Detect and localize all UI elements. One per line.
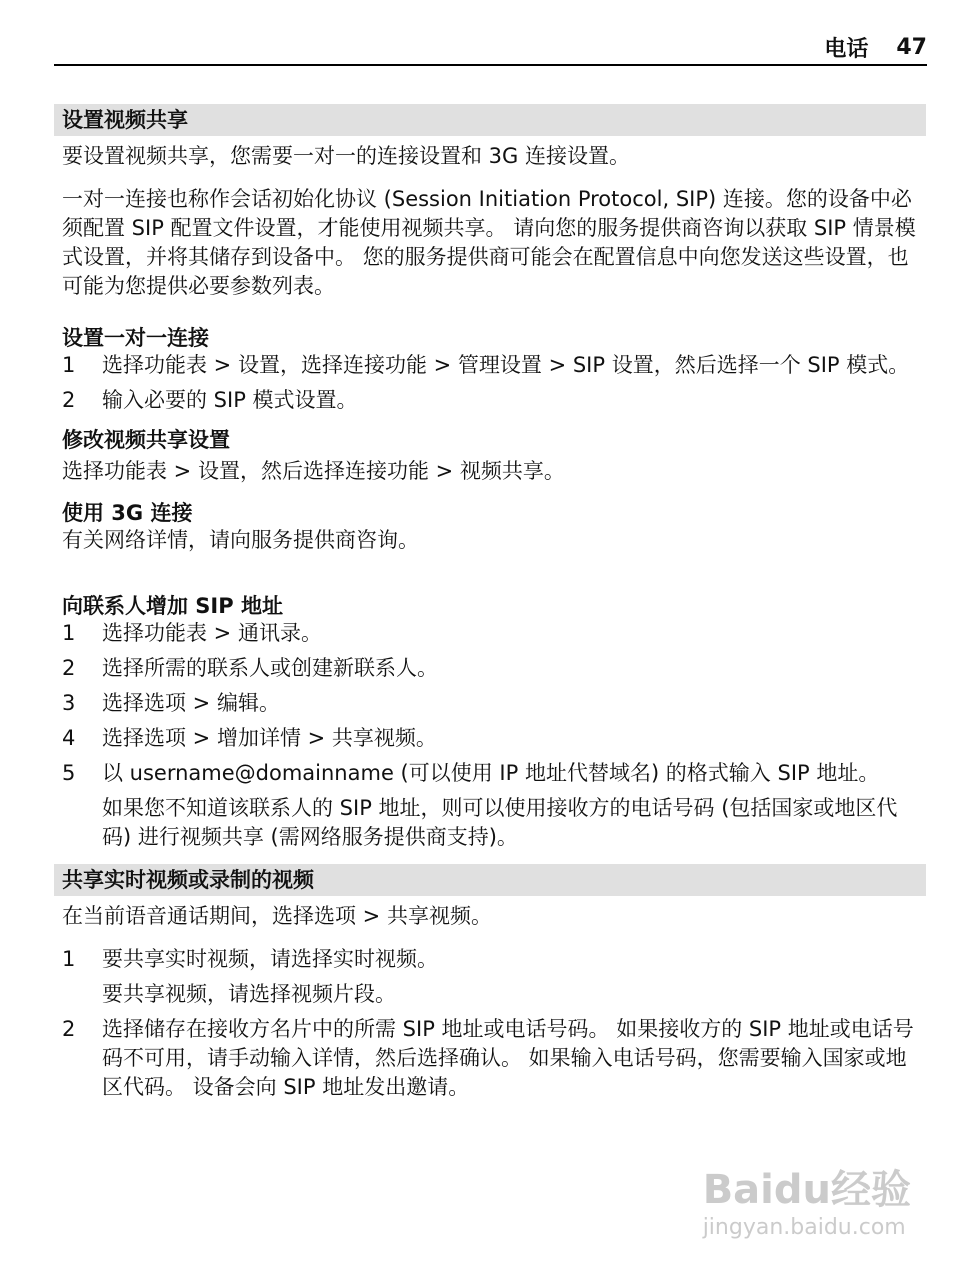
- list-item: [62, 1015, 926, 1102]
- list-item: [62, 724, 926, 753]
- subheading-modify-settings: 修改视频共享设置: [62, 428, 230, 452]
- step-number: 5: [62, 761, 76, 785]
- subheading-one-to-one: 设置一对一连接: [62, 326, 209, 350]
- list-item: [62, 654, 926, 683]
- paragraph: 在当前语音通话期间，选择选项 > 共享视频。: [62, 904, 492, 928]
- baidu-logo: Baidu经验: [702, 1167, 911, 1213]
- watermark-url: jingyan.baidu.com: [702, 1215, 906, 1240]
- page-header: [54, 30, 927, 66]
- step-number: 1: [62, 621, 76, 645]
- step-number: 2: [62, 1017, 76, 1041]
- watermark: [703, 1158, 911, 1240]
- steps-list: [62, 351, 926, 415]
- step-text: 选择储存在接收方名片中的所需 SIP 地址或电话号码。 如果接收方的 SIP 地址或电话号码不可用，请手动输入详情，然后选择确认。 如果输入电话号码，您需要输入国家或地区代码。 设备会向 SIP 地址发出邀请。: [102, 1017, 914, 1099]
- list-item: [62, 945, 926, 974]
- step-text: 选择选项 > 编辑。: [102, 691, 280, 715]
- step-text: 选择功能表 > 设置，选择连接功能 > 管理设置 > SIP 设置，然后选择一个 SIP 模式。: [102, 353, 910, 377]
- page-content: [62, 104, 926, 1108]
- step-number: 1: [62, 947, 76, 971]
- step-text: 选择选项 > 增加详情 > 共享视频。: [102, 726, 437, 750]
- steps-list: [62, 1015, 926, 1102]
- step-text: 要共享实时视频，请选择实时视频。: [102, 947, 438, 971]
- step-number: 4: [62, 726, 76, 750]
- step-number: 1: [62, 353, 76, 377]
- paragraph: 要设置视频共享，您需要一对一的连接设置和 3G 连接设置。: [62, 144, 630, 168]
- list-item: [62, 619, 926, 648]
- step-number: 2: [62, 656, 76, 680]
- step-number: 3: [62, 691, 76, 715]
- subheading-add-sip: 向联系人增加 SIP 地址: [62, 594, 283, 618]
- paragraph: 选择功能表 > 设置，然后选择连接功能 > 视频共享。: [62, 459, 565, 483]
- step-text: 选择功能表 > 通讯录。: [102, 621, 322, 645]
- page-number: 47: [896, 34, 927, 60]
- step-text: 选择所需的联系人或创建新联系人。: [102, 656, 438, 680]
- step-text: 以 username@domainname (可以使用 IP 地址代替域名) 的格式输入 SIP 地址。: [102, 761, 880, 785]
- step-number: 2: [62, 388, 76, 412]
- paragraph: 一对一连接也称作会话初始化协议 (Session Initiation Protocol, SIP) 连接。您的设备中必须配置 SIP 配置文件设置，才能使用视频共享。 请向您的服务提供商咨询以获取 SIP 情景模式设置，并将其储存到设备中。 您的服务提供商可能会在配置信息中向您发送这些设置，也可能为您提供必要参数列表。: [62, 187, 916, 298]
- section-heading-video-sharing-setup: 设置视频共享: [54, 104, 926, 136]
- list-item: [62, 689, 926, 718]
- steps-list: [62, 619, 926, 788]
- section-heading-share-video: 共享实时视频或录制的视频: [54, 864, 926, 896]
- list-item: [62, 386, 926, 415]
- list-item: [62, 759, 926, 788]
- header-section-title: 电话: [824, 36, 869, 62]
- list-item: [62, 351, 926, 380]
- step-note: 如果您不知道该联系人的 SIP 地址，则可以使用接收方的电话号码 (包括国家或地区代码) 进行视频共享 (需网络服务提供商支持)。: [102, 796, 898, 849]
- subheading-3g: 使用 3G 连接: [62, 501, 193, 525]
- steps-list: [62, 945, 926, 974]
- step-note: 要共享视频，请选择视频片段。: [102, 982, 396, 1006]
- paragraph: 有关网络详情，请向服务提供商咨询。: [62, 528, 419, 552]
- step-text: 输入必要的 SIP 模式设置。: [102, 388, 358, 412]
